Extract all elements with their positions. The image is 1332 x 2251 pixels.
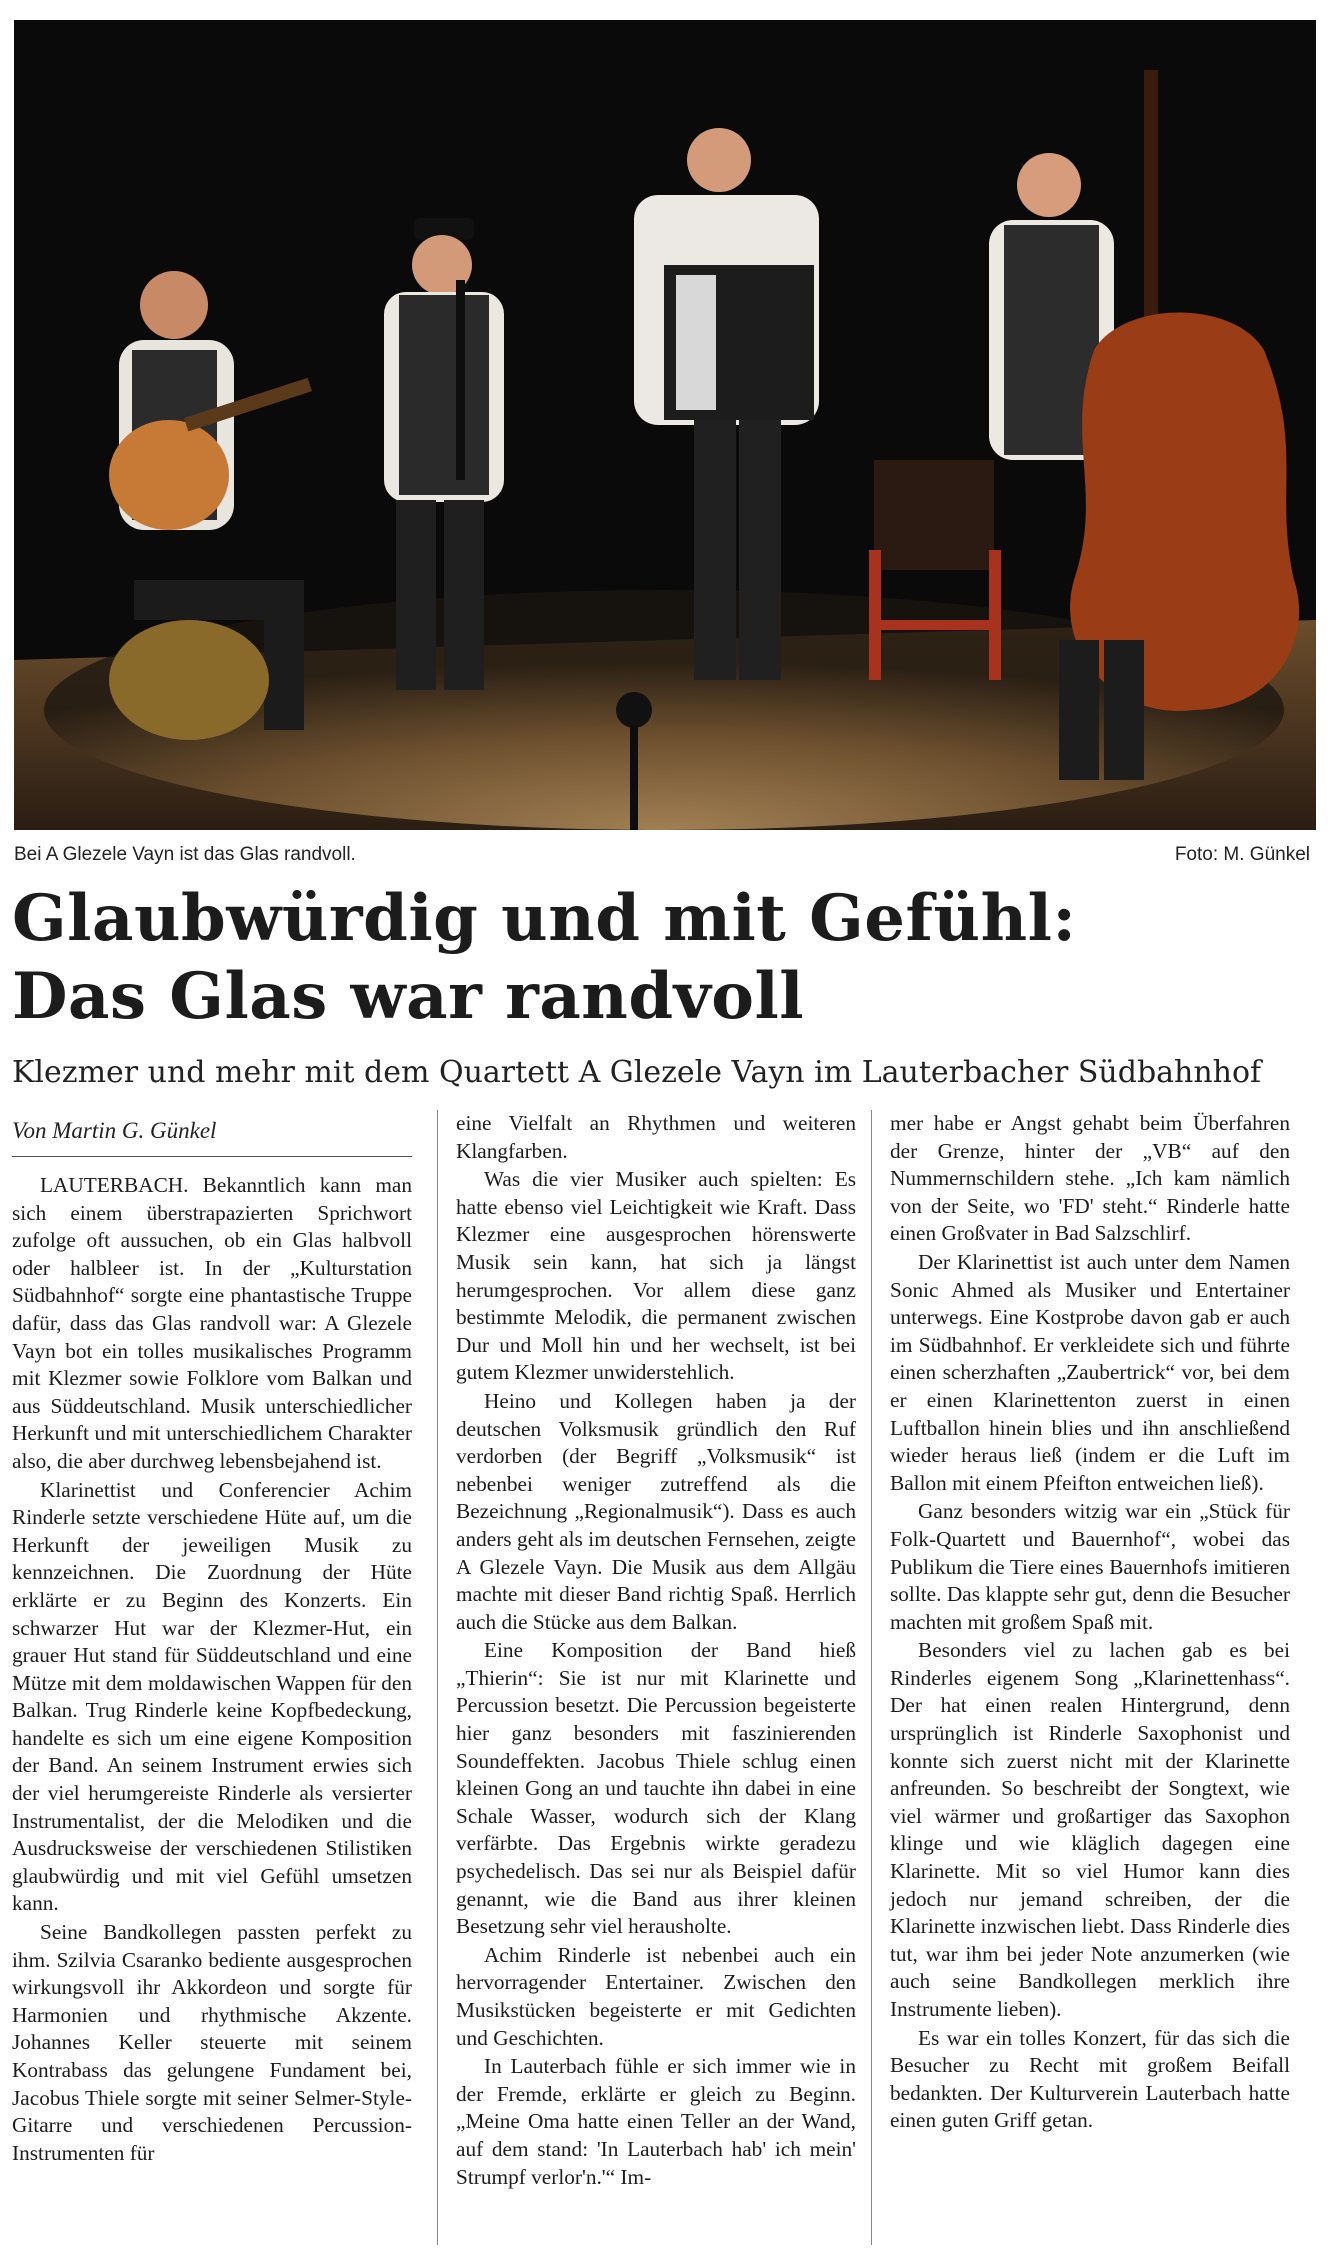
paragraph: LAUTERBACH. Bekanntlich kann man sich einem überstrapazierten Sprichwort zufolge oft aussuchen, ob ein Glas halbvoll oder halbleer ist. In der „Kulturstation Südbahnhof“ sorgte eine phantastische Truppe dafür, dass das Glas randvoll war: A Glezele Vayn bot ein tolles musikalisches Programm mit Klezmer sowie Folklore vom Balkan und aus Süddeutschland. Musik unterschiedlicher Herkunft und mit unterschiedlichem Charakter also, die aber durchweg lebensbejahend ist. [12,1173,412,1473]
paragraph: Seine Bandkollegen passten perfekt zu ihm. Szilvia Csaranko bediente ausgesprochen wirkungsvoll ihr Akkordeon und sorgte für Harmonien und rhythmische Akzente. Johannes Keller steuerte mit seinem Kontrabass das gelungene Fundament bei, Jacobus Thiele sorgte mit seiner Selmer-Style-Gitarre und verschiedenen Percussion-Instrumenten für [12,1920,412,2165]
paragraph: Eine Komposition der Band hieß „Thierin“: Sie ist nur mit Klarinette und Percussion besetzt. Die Percussion begeisterte hier ganz besonders mit faszinierenden Soundeffekten. Jacobus Thiele schlug einen kleinen Gong an und tauchte ihn dabei in eine Schale Wasser, wodurch sich der Klang verfärbte. Das Ergebnis wirkte geradezu psychedelisch. Das sei nur als Beispiel dafür genannt, wie die Band aus ihrer kleinen Besetzung sehr viel herausholte. [456,1638,856,1939]
paragraph: Was die vier Musiker auch spielten: Es hatte ebenso viel Leichtigkeit wie Kraft. Dass Klezmer eine ausgesprochen hörenswerte Musik sein kann, hat sich ja längst herumgesprochen. Vor allem diese ganz bestimmte Melodik, die permanent zwischen Dur und Moll hin und her wechselt, ist bei gutem Klezmer unwiderstehlich. [456,1167,856,1385]
byline-rule [12,1156,412,1157]
subheadline: Klezmer und mehr mit dem Quartett A Glezele Vayn im Lauterbacher Südbahnhof [12,1055,1262,1090]
paragraph: In Lauterbach fühle er sich immer wie in der Fremde, erklärte er gleich zu Beginn. „Meine Oma hatte einen Teller an der Wand, auf dem stand: 'In Lauterbach hab' ich mein' Strumpf verlor'n.'“ Im- [456,2054,856,2189]
photo-caption: Bei A Glezele Vayn ist das Glas randvoll. [14,844,356,865]
column-rule [437,1110,438,2245]
paragraph: Achim Rinderle ist nebenbei auch ein hervorragender Entertainer. Zwischen den Musikstücken begeisterte er mit Gedichten und Geschichten. [456,1942,856,2050]
paragraph: Der Klarinettist ist auch unter dem Namen Sonic Ahmed als Musiker und Entertainer unterwegs. Eine Kostprobe davon gab er auch im Südbahnhof. Er verkleidete sich und führte einen scherzhaften „Zaubertrick“ vor, bei dem er einen Klarinettenton zuerst in einen Luftballon hinein blies und ihn anschließend wieder heraus ließ (indem er die Luft im Ballon mit einem Pfeifton entweichen ließ). [890,1249,1290,1495]
paragraph: Heino und Kollegen haben ja der deutschen Volksmusik gründlich den Ruf verdorben (der Begriff „Volksmusik“ ist nebenbei weniger zutreffend als die Bezeichnung „Regionalmusik“). Dass es auch anders geht als im deutschen Fernsehen, zeigte A Glezele Vayn. Die Musik aus dem Allgäu machte mit dieser Band richtig Spaß. Herrlich auch die Stücke aus dem Balkan. [456,1388,856,1634]
article-column-1 [12,1172,412,2242]
article-column-3 [890,1110,1290,2242]
paragraph: Klarinettist und Conferencier Achim Rinderle setzte verschiedene Hüte auf, um die Herkunft der jeweiligen Musik zu kennzeichnen. Die Zuordnung der Hüte erklärte er zu Beginn des Konzerts. Ein schwarzer Hut war der Klezmer-Hut, ein grauer Hut stand für Süddeutschland und eine Mütze mit dem moldawischen Wappen für den Balkan. Trug Rinderle keine Kopfbedeckung, handelte es sich um eine eigene Komposition der Band. An seinem Instrument erwies sich der viel herumgereiste Rinderle als versierter Instrumentalist, der die Melodiken und die Ausdrucksweise der verschiedenen Stilistiken glaubwürdig und mit viel Gefühl umsetzen kann. [12,1477,412,1916]
headline [12,880,1312,1036]
photo-credit: Foto: M. Günkel [1174,844,1310,865]
concert-photo [14,20,1316,830]
paragraph: mer habe er Angst gehabt beim Überfahren der Grenze, hinter der „VB“ auf den Nummernschildern stehe. „Ich kam nämlich von der Seite, wo 'FD' steht.“ Rinderle hatte einen Großvater in Bad Salzschlirf. [890,1111,1290,1246]
byline: Von Martin G. Günkel [12,1118,217,1143]
paragraph: Besonders viel zu lachen gab es bei Rinderles eigenem Song „Klarinettenhass“. Der hat einen realen Hintergrund, denn ursprünglich ist Rinderle Saxophonist und konnte sich zuerst nicht mit der Klarinette anfreunden. So beschreibt der Songtext, wie viel wärmer und großartiger das Saxophon klinge und wie kläglich dagegen eine Klarinette. Mit so viel Humor kann dies jedoch nur jemand schreiben, der die Klarinette inzwischen liebt. Dass Rinderle dies tut, war ihm bei jeder Note anzumerken (wie auch seine Bandkollegen merklich ihre Instrumente lieben). [890,1638,1290,2021]
paragraph: eine Vielfalt an Rhythmen und weiteren Klangfarben. [456,1111,856,1163]
concert-photo-illustration [14,20,1316,830]
article-column-2 [456,1110,856,2242]
paragraph: Ganz besonders witzig war ein „Stück für Folk-Quartett und Bauernhof“, wobei das Publikum die Tiere eines Bauernhofs imitieren sollte. Das klappte sehr gut, denn die Besucher machten mit großem Spaß mit. [890,1499,1290,1634]
paragraph: Es war ein tolles Konzert, für das sich die Besucher zu Recht mit großem Beifall bedankten. Der Kulturverein Lauterbach hatte einen guten Griff getan. [890,2025,1290,2133]
headline-line-1: Glaubwürdig und mit Gefühl: [12,881,1077,956]
column-rule [871,1110,872,2245]
headline-line-2: Das Glas war randvoll [12,959,805,1034]
